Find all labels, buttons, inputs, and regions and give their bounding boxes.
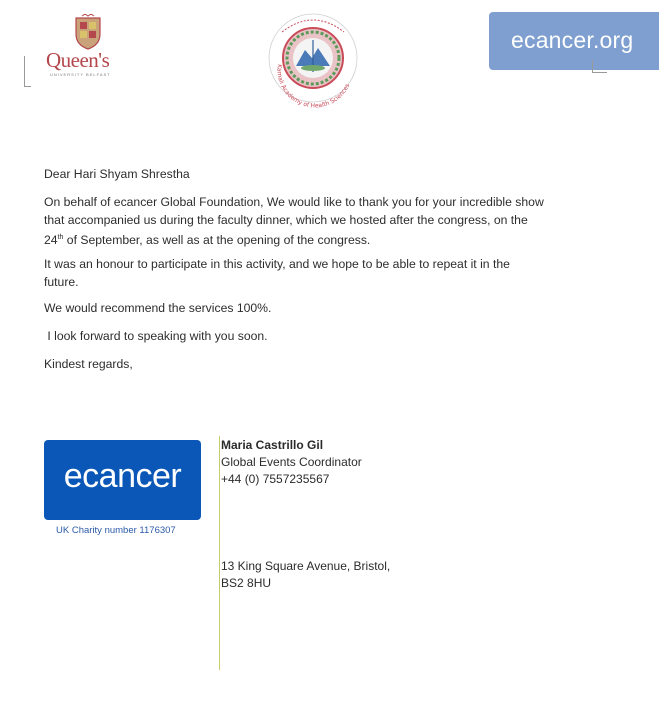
paragraph-line-rest: of September, as well as at the opening of the congress. — [63, 233, 371, 248]
ecancer-org-banner — [489, 12, 659, 70]
queens-logo-subtitle: UNIVERSITY BELFAST — [50, 72, 111, 77]
crop-mark — [592, 60, 607, 73]
address-line-2: BS2 8HU — [221, 576, 272, 590]
date-suffix: th — [57, 234, 64, 241]
address-line-1: 13 King Square Avenue, Bristol, — [221, 559, 391, 573]
ecancer-logo-text: ecancer — [63, 457, 182, 495]
ecancer-org-text: ecancer.org — [511, 27, 634, 53]
ecancer-logo — [44, 440, 201, 520]
paragraph-forward: I look forward to speaking with you soon. — [44, 329, 268, 343]
seal-text: Karnali Academy of Health Sciences — [275, 63, 352, 110]
signer-title: Global Events Coordinator — [221, 455, 362, 469]
closing: Kindest regards, — [44, 357, 133, 371]
date-day: 24 — [44, 233, 58, 248]
paragraph-line: future. — [44, 275, 79, 289]
charity-number: UK Charity number 1176307 — [56, 525, 176, 536]
queens-university-logo — [24, 14, 134, 78]
salutation: Dear Hari Shyam Shrestha — [44, 167, 190, 181]
paragraph-line — [44, 229, 604, 249]
vertical-divider — [219, 436, 220, 670]
paragraph-thanks — [44, 193, 604, 249]
paragraph-line: that accompanied us during the faculty dinner, which we hosted after the congress, on the — [44, 213, 528, 227]
signer-phone: +44 (0) 7557235567 — [221, 472, 330, 486]
karnali-academy-seal-icon — [260, 6, 365, 111]
signer-name: Maria Castrillo Gil — [221, 438, 324, 452]
paragraph-recommend: We would recommend the services 100%. — [44, 301, 272, 315]
paragraph-line: It was an honour to participate in this activity, and we hope to be able to repeat it in the — [44, 257, 510, 271]
crop-mark — [24, 56, 31, 87]
queens-crest-icon — [74, 14, 102, 50]
queens-logo-text: Queen's — [46, 48, 110, 72]
paragraph-honour — [44, 255, 604, 291]
paragraph-line: On behalf of ecancer Global Foundation, We would like to thank you for your incredible show — [44, 195, 544, 209]
